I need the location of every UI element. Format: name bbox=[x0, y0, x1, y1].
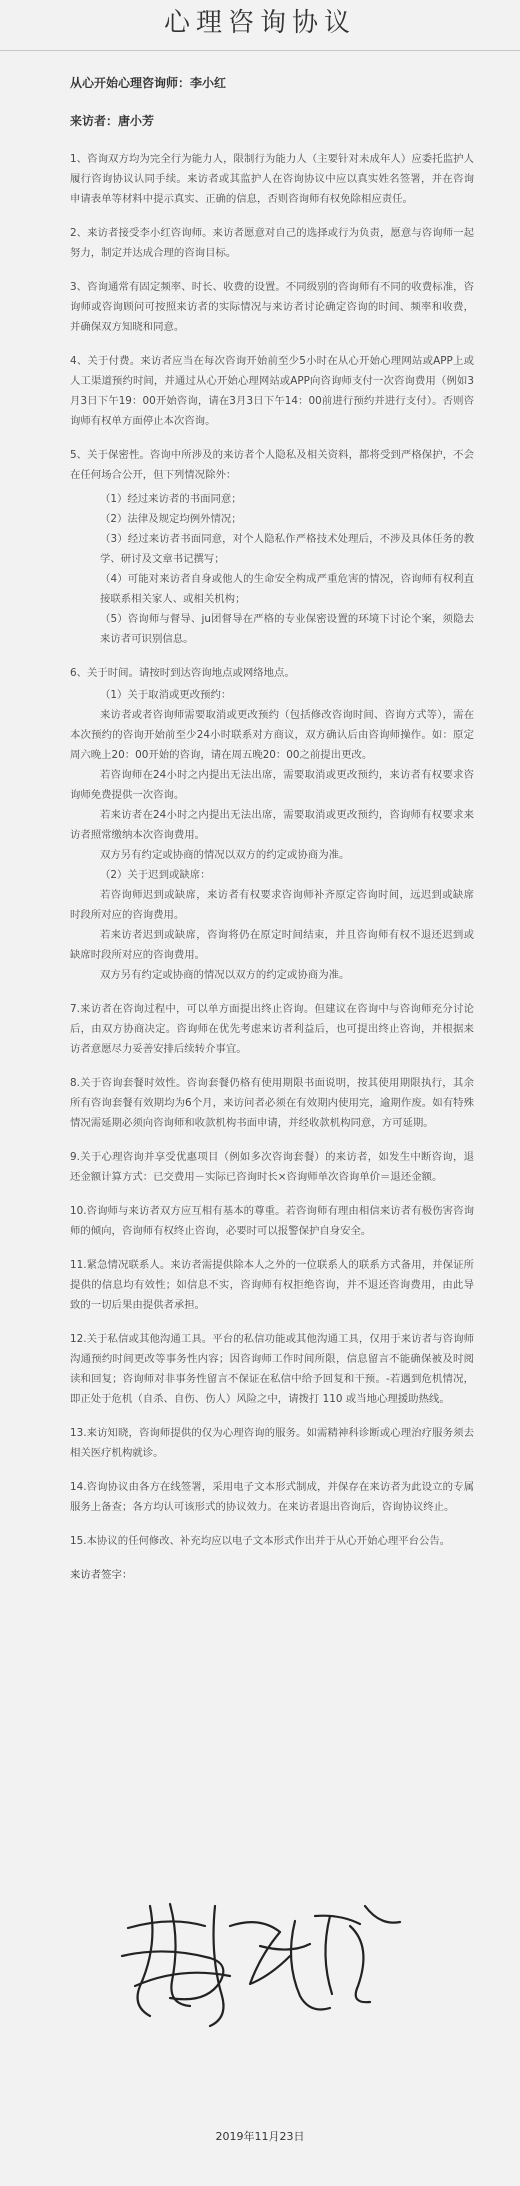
section-4: 4、关于付费。来访者应当在每次咨询开始前至少5小时在从心开始心理网站或APP上或人工渠道预约时间，并通过从心开始心理网站或APP向咨询师支付一次咨询费用（例如3月3日下午19：00开始咨询，请在3月3日下午14：00前进行预约并进行支付）。否则咨询师有权单方面停止本次咨询。 bbox=[70, 355, 474, 427]
time-paragraph: 双方另有约定或协商的情况以双方的约定或协商为准。 bbox=[100, 849, 350, 861]
section-10: 10.咨询师与来访者双方应互相有基本的尊重。若咨询师有理由相信来访者有极伤害咨询师的倾向，咨询师有权终止咨询，必要时可以报警保护自身安全。 bbox=[70, 1205, 474, 1237]
time-paragraph: 双方另有约定或协商的情况以双方的约定或协商为准。 bbox=[100, 969, 350, 981]
section-6-body bbox=[70, 685, 474, 985]
confidentiality-list bbox=[70, 489, 474, 649]
signature-label: 来访者签字： bbox=[70, 1569, 133, 1581]
time-paragraph: 来访者或者咨询师需要取消或更改预约（包括修改咨询时间、咨询方式等），需在本次预约的咨询开始前至少24小时联系对方商议，双方确认后由咨询师操作。如：原定周六晚上20：00开始的咨询，请在周五晚20：00之前提出更改。 bbox=[70, 709, 474, 761]
time-paragraph: 若咨询师迟到或缺席，来访者有权要求咨询师补齐原定咨询时间，远迟到或缺席时段所对应的咨询费用。 bbox=[70, 889, 474, 921]
section-2: 2、来访者接受李小红咨询师。来访者愿意对自己的选择或行为负责，愿意与咨询师一起努力，制定并达成合理的咨询目标。 bbox=[70, 227, 474, 259]
confidentiality-item: （4）可能对来访者自身或他人的生命安全构成严重危害的情况，咨询师有权利直接联系相关家人、或相关机构； bbox=[100, 573, 474, 605]
section-7: 7.来访者在咨询过程中，可以单方面提出终止咨询。但建议在咨询中与咨询师充分讨论后，由双方协商决定。咨询师在优先考虑来访者利益后，也可提出终止咨询，并根据来访者意愿尽力妥善安排后续转介事宜。 bbox=[70, 1003, 474, 1055]
section-14: 14.咨询协议由各方在线签署，采用电子文本形式制成，并保存在来访者为此设立的专属服务上备查；各方均认可该形式的协议效力。在来访者退出咨询后，咨询协议终止。 bbox=[70, 1481, 474, 1513]
time-sub-heading: （2）关于迟到或缺席： bbox=[100, 869, 211, 881]
confidentiality-item: （1）经过来访者的书面同意； bbox=[100, 493, 242, 505]
time-paragraph: 若来访者在24小时之内提出无法出席，需要取消或更改预约，咨询师有权要求来访者照常缴纳本次咨询费用。 bbox=[70, 809, 474, 841]
section-11: 11.紧急情况联系人。来访者需提供除本人之外的一位联系人的联系方式备用，并保证所提供的信息均有效性；如信息不实，咨询师有权拒绝咨询，并不退还咨询费用，由此导致的一切后果由提供者承担。 bbox=[70, 1259, 474, 1311]
section-3: 3、咨询通常有固定频率、时长、收费的设置。不同级别的咨询师有不同的收费标准，咨询师或咨询顾问可按照来访者的实际情况与来访者讨论确定咨询的时间、频率和收费，并确保双方知晓和同意。 bbox=[70, 281, 474, 333]
signing-date: 2019年11月23日 bbox=[215, 2130, 305, 2143]
section-15: 15.本协议的任何修改、补充均应以电子文本形式作出并于从心开始心理平台公告。 bbox=[70, 1535, 451, 1547]
client-line: 来访者：唐小芳 bbox=[70, 114, 155, 128]
page-title: 心理咨询协议 bbox=[163, 8, 356, 38]
section-8: 8.关于咨询套餐时效性。咨询套餐仍格有使用期限书面说明，按其使用期限执行，其余所有咨询套餐有效期均为6个月，来访问者必须在有效期内使用完，逾期作废。如有特殊情况需延期必须向咨询师和收款机构书面申请，并经收款机构同意，方可延期。 bbox=[70, 1077, 474, 1129]
confidentiality-item: （3）经过来访者书面同意，对个人隐私作严格技术处理后，不涉及具体任务的教学、研讨及文章书记撰写； bbox=[100, 533, 474, 565]
section-13: 13.来访知晓，咨询师提供的仅为心理咨询的服务。如需精神科诊断或心理治疗服务须去相关医疗机构就诊。 bbox=[70, 1427, 474, 1459]
confidentiality-item: （2）法律及规定均例外情况； bbox=[100, 513, 242, 525]
agreement-body bbox=[0, 51, 520, 1585]
handwritten-signature bbox=[110, 1886, 440, 2036]
section-9: 9.关于心理咨询并享受优惠项目（例如多次咨询套餐）的来访者，如发生中断咨询，退还金额计算方式：已交费用－实际已咨询时长×咨询师单次咨询单价＝退还金额。 bbox=[70, 1151, 474, 1183]
time-paragraph: 若咨询师在24小时之内提出无法出席，需要取消或更改预约，来访者有权要求咨询师免费提供一次咨询。 bbox=[70, 769, 474, 801]
confidentiality-item: （5）咨询师与督导、ju团督导在严格的专业保密设置的环境下讨论个案，须隐去来访者可识别信息。 bbox=[100, 613, 474, 645]
section-5: 5、关于保密性。咨询中所涉及的来访者个人隐私及相关资料，都将受到严格保护，不会在任何场合公开，但下列情况除外： bbox=[70, 449, 474, 481]
time-paragraph: 若来访者迟到或缺席，咨询将仍在原定时间结束，并且咨询师有权不退还迟到或缺席时段所对应的咨询费用。 bbox=[70, 929, 474, 961]
counselor-line: 从心开始心理咨询师：李小红 bbox=[70, 76, 227, 90]
section-12: 12.关于私信或其他沟通工具。平台的私信功能或其他沟通工具，仅用于来访者与咨询师沟通预约时间更改等事务性内容；因咨询师工作时间所限，信息留言不能确保被及时阅读和回复；咨询师对非事务性留言不保证在私信中给予回复和干预。-若遇到危机情况，即正处于危机（自杀、自伤、伤人）风险之中，请拨打 110 或当地心理援助热线。 bbox=[70, 1333, 474, 1405]
section-1: 1、咨询双方均为完全行为能力人，限制行为能力人（主要针对未成年人）应委托监护人履行咨询协议认同手续。来访者或其监护人在咨询协议中应以真实姓名签署，并在咨询申请表单等材料中提示真实、正确的信息，否则咨询师有权免除相应责任。 bbox=[70, 153, 474, 205]
time-sub-heading: （1）关于取消或更改预约： bbox=[100, 689, 232, 701]
section-6-heading: 6、关于时间。请按时到达咨询地点或网络地点。 bbox=[70, 667, 295, 679]
